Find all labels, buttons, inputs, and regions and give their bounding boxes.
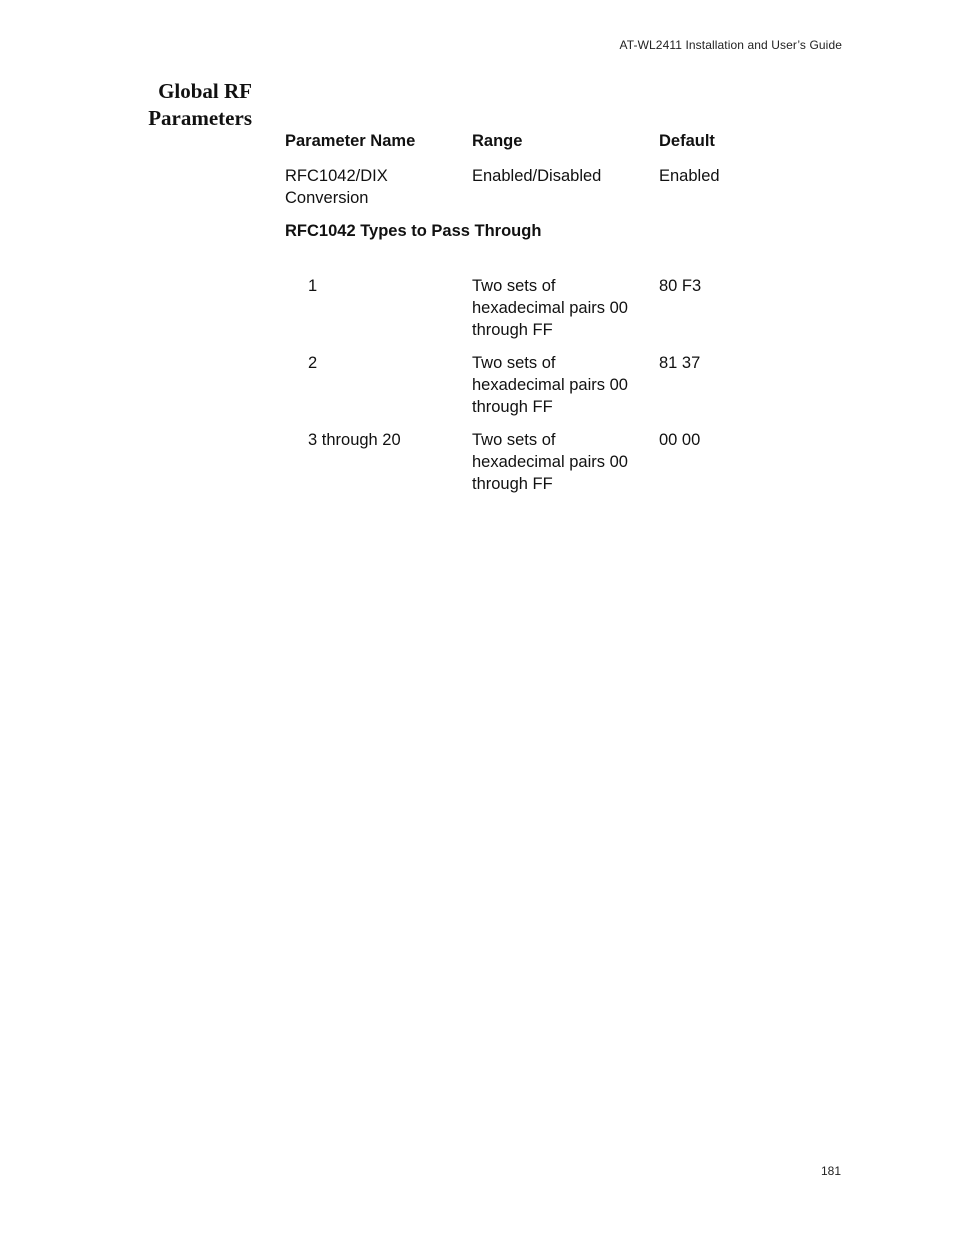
- table-row-rfc1042-dix: [285, 165, 765, 209]
- parameter-name-line: Conversion: [285, 189, 369, 207]
- table-header-row: [285, 130, 765, 152]
- types-subheading: RFC1042 Types to Pass Through: [285, 222, 542, 240]
- range-line: hexadecimal pairs 00: [472, 376, 628, 394]
- section-title: [52, 78, 252, 132]
- range-cell: Enabled/Disabled: [472, 167, 602, 185]
- section-title-line-2: Parameters: [148, 106, 252, 130]
- default-cell: 80 F3: [659, 277, 702, 295]
- default-cell: 81 37: [659, 354, 701, 372]
- column-header-default: Default: [659, 132, 715, 150]
- table-row-type-2: [285, 352, 765, 418]
- type-name-cell: 1: [308, 277, 318, 295]
- column-header-range: Range: [472, 132, 523, 150]
- range-line: through FF: [472, 321, 553, 339]
- table-row-type-1: [285, 275, 765, 341]
- section-title-line-1: Global RF: [158, 79, 252, 103]
- parameter-name-line: RFC1042/DIX: [285, 167, 388, 185]
- type-name-cell: 3 through 20: [308, 431, 401, 449]
- running-header: AT-WL2411 Installation and User’s Guide: [619, 38, 842, 52]
- page-number: 181: [820, 1164, 841, 1178]
- column-header-parameter-name: Parameter Name: [285, 132, 416, 150]
- default-cell: Enabled: [659, 167, 720, 185]
- range-cell: [472, 429, 659, 495]
- range-line: Two sets of: [472, 431, 556, 449]
- range-line: through FF: [472, 475, 553, 493]
- range-line: Two sets of: [472, 277, 556, 295]
- parameters-table: [285, 130, 765, 506]
- parameter-name-cell: [285, 165, 472, 209]
- table-row-type-3-through-20: [285, 429, 765, 495]
- range-cell: [472, 275, 659, 341]
- range-line: through FF: [472, 398, 553, 416]
- range-cell: [472, 352, 659, 418]
- type-name-cell: 2: [308, 354, 318, 372]
- range-line: hexadecimal pairs 00: [472, 453, 628, 471]
- range-line: Two sets of: [472, 354, 556, 372]
- range-line: hexadecimal pairs 00: [472, 299, 628, 317]
- default-cell: 00 00: [659, 431, 701, 449]
